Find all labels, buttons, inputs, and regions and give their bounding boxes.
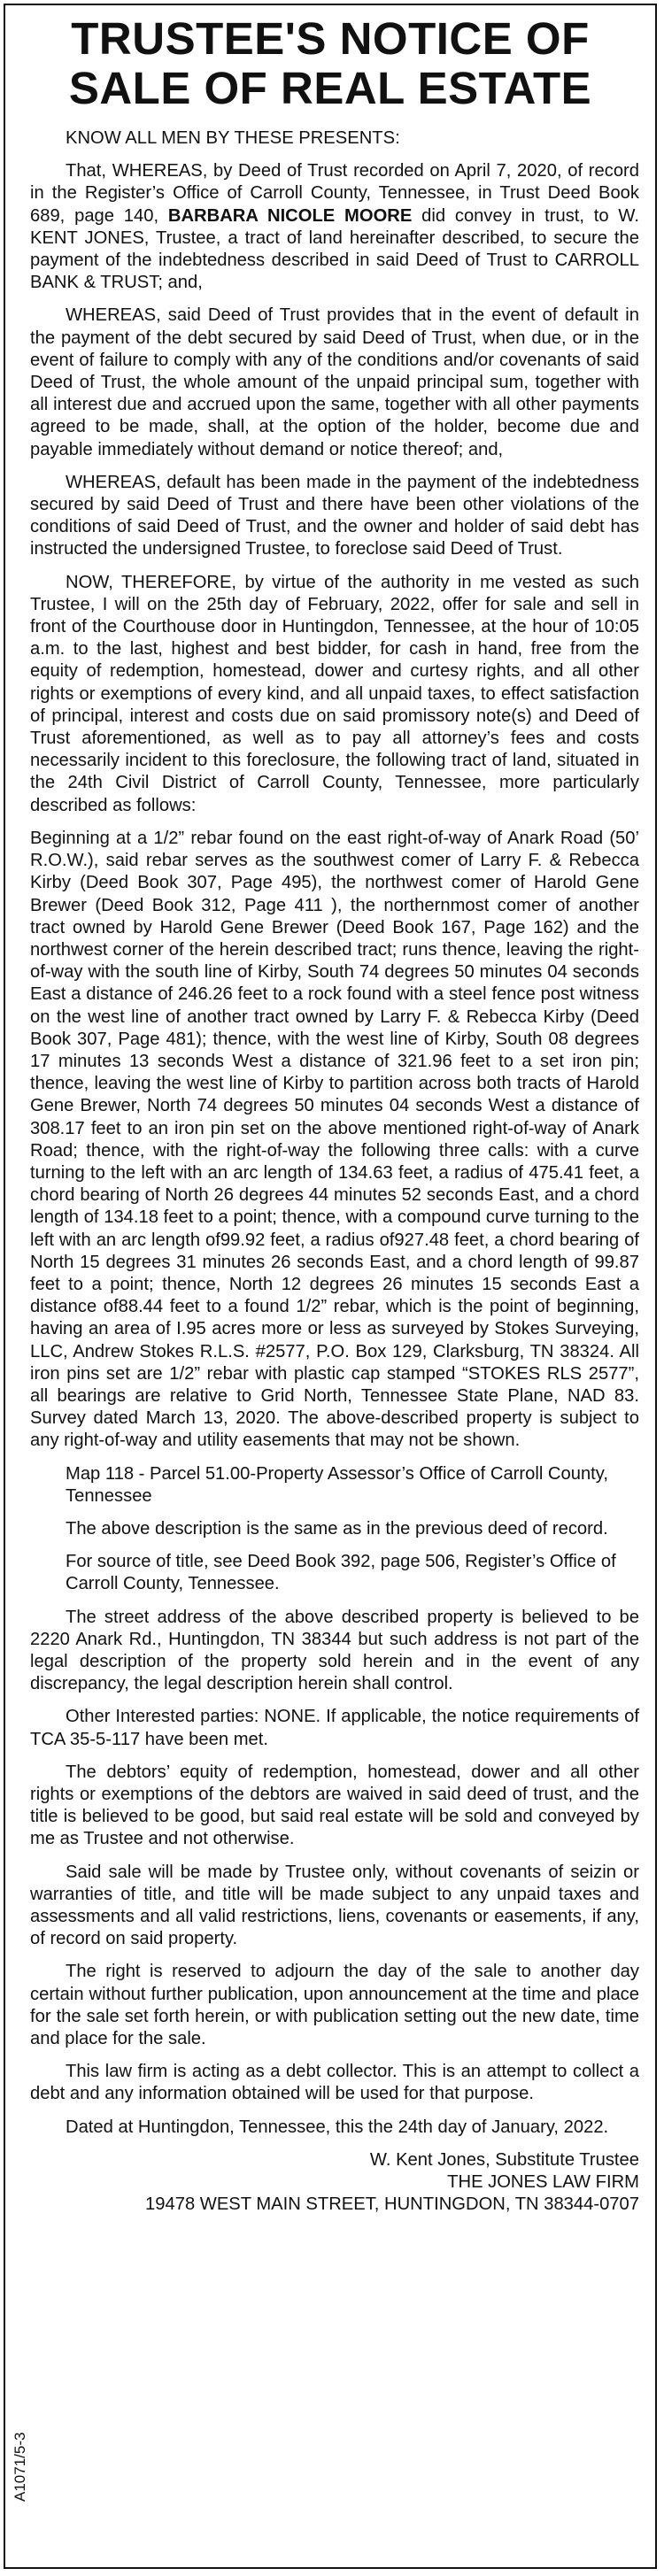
notice-frame bbox=[4, 4, 657, 2569]
title-line-1: TRUSTEE'S NOTICE OF bbox=[71, 13, 590, 64]
p1-text-a: That, WHEREAS, by Deed of Trust recorded on April 7, 2020, of record in the Register’s Office of Carroll County, Tennessee, in Trust Deed Book 689, page 140, bbox=[30, 161, 639, 226]
signature-trustee: W. Kent Jones, Substitute Trustee bbox=[369, 2149, 639, 2170]
paragraph-interested-parties: Other Interested parties: NONE. If applicable, the notice requirements of TCA 35-5-117 have been met. bbox=[30, 1707, 639, 1749]
paragraph-default-made: WHEREAS, default has been made in the payment of the indebtedness secured by said Deed of Trust and there have been other violations of the conditions of said Deed of Trust, and the owner and holder of said debt has instructed the undersigned Trustee, to foreclose said Deed of Trust. bbox=[30, 472, 639, 559]
paragraph-dated: Dated at Huntingdon, Tennessee, this the 24th day of January, 2022. bbox=[66, 2117, 609, 2137]
paragraph-no-warranties: Said sale will be made by Trustee only, without covenants of seizin or warranties of title, and title will be made subject to any unpaid taxes and assessments and all valid restrictions, liens, covenants or easements, if any, of record on said property. bbox=[30, 1862, 639, 1949]
paragraph-deed-of-trust bbox=[30, 160, 639, 294]
signature-block bbox=[5, 2149, 655, 2217]
paragraph-map-parcel: Map 118 - Parcel 51.00-Property Assessor’s Office of Carroll County, Tennessee bbox=[66, 1463, 608, 1506]
paragraph-equity-waived: The debtors’ equity of redemption, homestead, dower and all other rights or exemptions of the debtors are waived in said deed of trust, and the title is believed to be good, but said real estate will be sold and conveyed by me as Trustee and not otherwise. bbox=[30, 1762, 639, 1849]
grantor-name: BARBARA NICOLE MOORE bbox=[167, 205, 413, 226]
paragraph-debt-collector: This law firm is acting as a debt collector. This is an attempt to collect a debt and any information obtained will be used for that purpose. bbox=[30, 2062, 639, 2104]
paragraph-sale-terms: NOW, THEREFORE, by virtue of the authority in me vested as such Trustee, I will on the 25th day of February, 2022, offer for sale and sell in front of the Courthouse door in Huntingdon, Tennessee, at the hour of 10:05 a.m. to the last, highest and best bidder, for cash in hand, free from the equity of redemption, homestead, dower and curtesy rights, and all other rights or exemptions of every kind, and all unpaid taxes, to effect satisfaction of principal, interest and costs due on said promissory note(s) and Deed of Trust aforementioned, as well as to pay all attorney’s fees and costs necessarily incident to this foreclosure, the following tract of land, situated in the 24th Civil District of Carroll County, Tennessee, more particularly described as follows: bbox=[30, 572, 639, 815]
paragraph-adjourn-right: The right is reserved to adjourn the day of the sale to another day certain without further publication, upon announcement at the time and place for the sale set forth herein, or with publication setting out the new date, time and place for the sale. bbox=[30, 1962, 639, 2049]
signature-firm: THE JONES LAW FIRM bbox=[447, 2172, 639, 2193]
title-line-2: SALE OF REAL ESTATE bbox=[68, 63, 592, 113]
intro-line: KNOW ALL MEN BY THESE PRESENTS: bbox=[66, 128, 400, 148]
paragraph-default-provision: WHEREAS, said Deed of Trust provides that in the event of default in the payment of the debt secured by said Deed of Trust, when due, or in the event of failure to comply with any of the conditions and/or covenants of said Deed of Trust, the whole amount of the unpaid principal sum, together with all interest due and accrued upon the same, together with all other payments agreed to be made, shall, at the option of the holder, become due and payable immediately without demand or notice thereof; and, bbox=[30, 305, 639, 459]
paragraph-previous-deed: The above description is the same as in the previous deed of record. bbox=[66, 1518, 608, 1539]
p1-text-b: did convey in trust, to W. KENT JONES, Trustee, a tract of land hereinafter described, to secure the payment of the indebtedness described in said Deed of Trust to CARROLL BANK & TRUST; and, bbox=[30, 205, 639, 293]
ad-code: A1071/5-3 bbox=[12, 2432, 28, 2502]
notice-body bbox=[5, 127, 655, 2139]
paragraph-legal-description: Beginning at a 1/2” rebar found on the east right-of-way of Anark Road (50’ R.O.W.), said rebar serves as the southwest comer of Larry F. & Rebecca Kirby (Deed Book 307, Page 495), the northwest comer of Harold Gene Brewer (Deed Book 312, Page 411 ), the northernmost comer of another tract owned by Harold Gene Brewer (Deed Book 167, Page 162) and the northwest corner of the herein described tract; runs thence, leaving the right-of-way with the south line of Kirby, South 74 degrees 50 minutes 04 seconds East a distance of 246.26 feet to a rock found with a steel fence post witness on the west line of another tract owned by Larry F. & Rebecca Kirby (Deed Book 307, Page 481); thence, with the west line of Kirby, South 08 degrees 17 minutes 13 seconds West a distance of 321.96 feet to a set iron pin; thence, leaving the west line of Kirby to partition across both tracts of Harold Gene Brewer, North 74 degrees 50 minutes 04 seconds West a distance of 308.17 feet to an iron pin set on the above mentioned right-of-way of Anark Road; thence, with the right-of-way the following three calls: with a curve turning to the left with an arc length of 134.63 feet, a radius of 475.41 feet, a chord bearing of North 26 degrees 44 minutes 52 seconds East, and a chord length of 134.18 feet to a point; thence, with a compound curve turning to the left with an arc length of99.92 feet, a radius of927.48 feet, a chord bearing of North 15 degrees 31 minutes 26 seconds East, and a chord length of 99.87 feet to a point; thence, North 12 degrees 26 minutes 15 seconds East a distance of88.44 feet to a found 1/2” rebar, which is the point of beginning, having an area of I.95 acres more or less as surveyed by Stokes Surveying, LLC, Andrew Stokes R.L.S. #2577, P.O. Box 129, Clarksburg, TN 38324. All iron pins set are 1/2” rebar with plastic cap stamped “STOKES RLS 2577”, all bearings are relative to Grid North, Tennessee State Plane, NAD 83. Survey dated March 13, 2020. The above-described property is subject to any right-of-way and utility easements that may not be shown. bbox=[30, 828, 639, 1451]
paragraph-street-address: The street address of the above described property is believed to be 2220 Anark Rd., Huntingdon, TN 38344 but such address is not part of the legal description of the property sold herein and in the event of any discrepancy, the legal description herein shall control. bbox=[30, 1607, 639, 1694]
notice-title bbox=[14, 14, 646, 113]
paragraph-source-of-title: For source of title, see Deed Book 392, page 506, Register’s Office of Carroll County, Tennessee. bbox=[66, 1552, 616, 1594]
signature-address: 19478 WEST MAIN STREET, HUNTINGDON, TN 38344-0707 bbox=[145, 2194, 639, 2215]
